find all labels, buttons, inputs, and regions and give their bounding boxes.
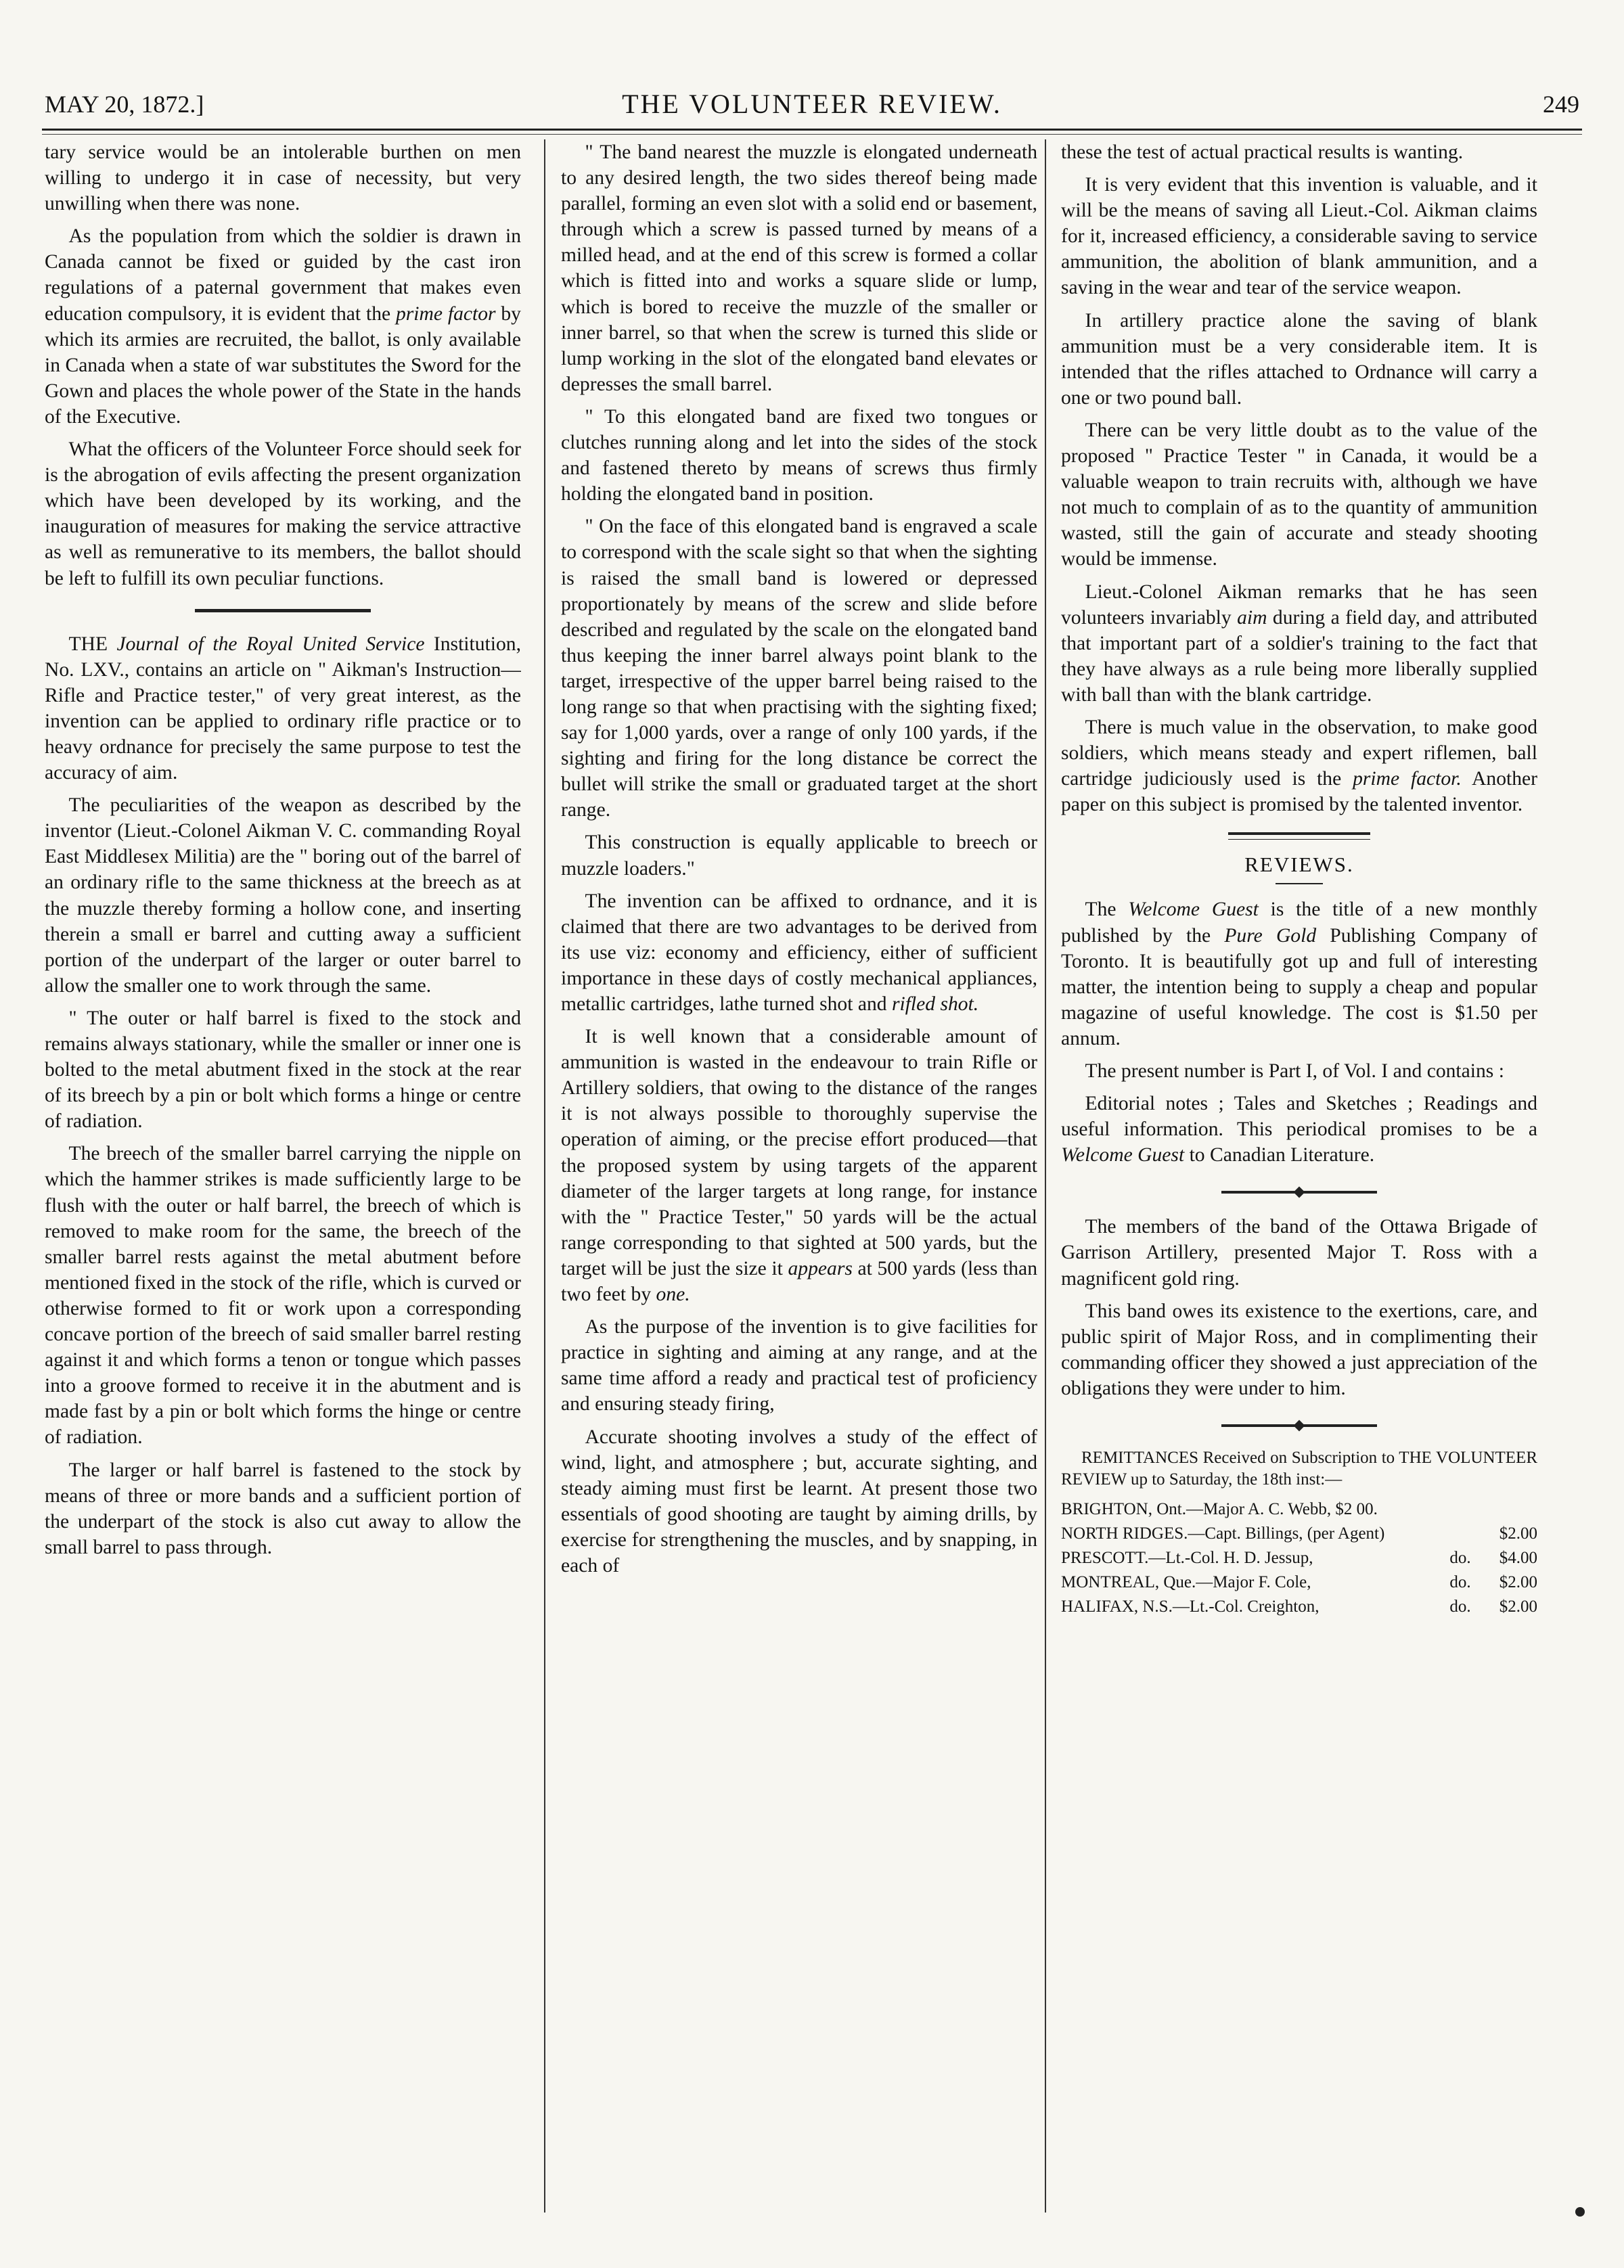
header-rule-thin <box>42 134 1582 135</box>
paragraph: This band owes its existence to the exertions, care, and public spirit of Major Ross, and in complimenting their commanding officer they showed a just appreciation of the obligations they were under to him. <box>1061 1300 1537 1399</box>
paragraph: Accurate shooting involves a study of the effect of wind, light, and atmosphere ; but, accurate sighting, and steady aiming must first be learnt. At present those two essentials of good shooting are taught by aiming drills, by exercise for strengthening the muscles, and by snapping, in each of <box>561 1426 1037 1577</box>
paragraph: What the officers of the Volunteer Force should seek for is the abrogation of evils affecting the present organization which have been developed by its working, and the inauguration of measures for making the service attractive as well as remunerative to its members, the ballot should be left to fulfill its own peculiar functions. <box>45 438 521 589</box>
paragraph: In artillery practice alone the saving of blank ammunition must be a very considerable item. It is intended that the rifles attached to Ordnance will carry a one or two pound ball. <box>1061 309 1537 409</box>
paragraph: It is well known that a considerable amount of ammunition is wasted in the endeavour to train Rifle or Artillery soldiers, that owing to the distance of the ranges it is not always possible to thoroughly supervise the operation of aiming, or the precise effort produced—that the proposed system by using targets of the apparent diameter of the larger targets at long range, for instance with the " Practice Tester," 50 yards will be the actual range corresponding to that sighted at 500 yards, but the target will be just the size it appears at 500 yards (less than two feet by one. <box>561 1026 1037 1306</box>
paragraph: As the purpose of the invention is to give facilities for practice in sighting and aiming at any range, and at the same time afford a ready and practical test of proficiency and ensuring steady firing, <box>561 1316 1037 1415</box>
paragraph: The breech of the smaller barrel carrying the nipple on which the hammer strikes is made sufficiently large to be flush with the outer or half barrel, the breech of which is removed to make room for the same, the breech of the smaller barrel rests against the metal abutment before mentioned fixed in the stock of the rifle, which is curved or otherwise formed to fit or work upon a corresponding concave portion of the breech of said smaller barrel resting against it and which forms a tenon or tongue which passes into a groove formed to receive it in the abutment and is made fast by a pin or bolt which forms the hinge or centre of radiation. <box>45 1143 521 1449</box>
paragraph: THE Journal of the Royal United Service Institution, No. LXV., contains an article on " Aikman's Instruction—Rifle and Practice tester," of very great interest, as the invention can be applied to ordinary rifle practice or to heavy ordnance for precisely the same purpose to test the accuracy of aim. <box>45 633 521 784</box>
issue-date: MAY 20, 1872.] <box>45 91 204 118</box>
heading-rule <box>1276 883 1323 884</box>
section-divider <box>1228 832 1370 840</box>
ornamental-divider <box>1221 1191 1377 1194</box>
column-rule-2 <box>1045 139 1046 2213</box>
paragraph: " To this elongated band are fixed two tongues or clutches running along and let into the sides of the stock and fastened thereto by means of screws thus firmly holding the elongated band in position. <box>561 405 1037 505</box>
paragraph: Editorial notes ; Tales and Sketches ; Readings and useful information. This periodical promises to be a Welcome Guest to Canadian Literature. <box>1061 1093 1537 1166</box>
paragraph: The present number is Part I, of Vol. I and contains : <box>1085 1060 1504 1082</box>
remittances-list <box>1061 1497 1537 1619</box>
paragraph: The peculiarities of the weapon as described by the inventor (Lieut.-Colonel Aikman V. C. commanding Royal East Middlesex Militia) are the " boring out of the barrel of an ordinary rifle to the same thickness at the breech as at the muzzle thereby forming a hollow cone, and inserting therein a small er barrel and cutting away a sufficient portion of the underpart of the larger or outer barrel to allow the smaller one to work through the same. <box>45 794 521 997</box>
paragraph: The larger or half barrel is fastened to the stock by means of three or more bands and a sufficient portion of the underpart of the stock is also cut away to allow the small barrel to pass through. <box>45 1459 521 1558</box>
reviews-heading: REVIEWS. <box>1244 853 1354 877</box>
remittances-heading: REMITTANCES Received on Subscription to THE VOLUNTEER REVIEW up to Saturday, the 18th inst:— <box>1061 1449 1537 1489</box>
paragraph: There can be very little doubt as to the value of the proposed " Practice Tester " in Canada, it would be a valuable weapon to train recruits with, although we have not much to complain of as to the quantity of ammunition wasted, still the gain of accurate and steady shooting would be immense. <box>1061 419 1537 570</box>
column-3 <box>1061 139 1537 2213</box>
remittance-row: PRESCOTT.—Lt.-Col. H. D. Jessup, do. $4.00 <box>1061 1549 1537 1568</box>
page-header <box>0 84 1624 124</box>
remittance-row: MONTREAL, Que.—Major F. Cole, do. $2.00 <box>1061 1573 1537 1592</box>
header-rule <box>42 129 1582 131</box>
paragraph: The Welcome Guest is the title of a new monthly published by the Pure Gold Publishing Company of Toronto. It is beautifully got up and full of interesting matter, the intention being to supply a cheap and popular magazine of useful knowledge. The cost is $1.50 per annum. <box>1061 899 1537 1049</box>
paragraph: " The outer or half barrel is fixed to the stock and remains always stationary, while the smaller or inner one is bolted to the metal abutment fixed in the stock at the rear of its breech by a pin or bolt which forms a hinge or centre of radiation. <box>45 1007 521 1133</box>
ornamental-divider <box>1221 1424 1377 1427</box>
paragraph: The members of the band of the Ottawa Brigade of Garrison Artillery, presented Major T. Ross with a magnificent gold ring. <box>1061 1216 1537 1290</box>
remittance-row: HALIFAX, N.S.—Lt.-Col. Creighton, do. $2.00 <box>1061 1597 1537 1616</box>
paragraph: It is very evident that this invention is valuable, and it will be the means of saving all Lieut.-Col. Aikman claims for it, increased efficiency, a considerable saving to service ammunition, the abolition of blank ammunition, and a saving in the wear and tear of the service weapon. <box>1061 174 1537 299</box>
masthead-title: THE VOLUNTEER REVIEW. <box>622 89 1002 119</box>
paragraph: Lieut.-Colonel Aikman remarks that he has seen volunteers invariably aim during a field day, and attributed that important part of a soldier's training to the fact that they have always as a rule being more liberally supplied with ball than with the blank cartridge. <box>1061 581 1537 706</box>
column-rule-1 <box>544 139 545 2213</box>
paragraph: There is much value in the observation, to make good soldiers, which means steady and expert riflemen, ball cartridge judiciously used is the prime factor. Another paper on this subject is promised by the talented inventor. <box>1061 716 1537 816</box>
page-number: 249 <box>1543 91 1579 118</box>
remittance-row: BRIGHTON, Ont.—Major A. C. Webb, $2 00. <box>1061 1500 1378 1519</box>
paragraph: This construction is equally applicable to breech or muzzle loaders." <box>561 832 1037 880</box>
paragraph: The invention can be affixed to ordnance, and it is claimed that there are two advantages to be derived from its use viz: economy and efficiency, either of sufficient importance in these days of costly mechanical appliances, metallic cartridges, lathe turned shot and rifled shot. <box>561 890 1037 1015</box>
remittance-row: NORTH RIDGES.—Capt. Billings, (per Agent) $2.00 <box>1061 1524 1537 1543</box>
paragraph: tary service would be an intolerable burthen on men willing to undergo it in case of necessity, but very unwilling when there was none. <box>45 141 521 215</box>
paragraph: " The band nearest the muzzle is elongated underneath to any desired length, the two sides thereof being made parallel, forming an even slot with a solid end or basement, through which a screw is passed turned by means of a milled head, and at the end of this screw is formed a collar which is fitted into and works a square slide or lump, which is bored to receive the muzzle of the smaller or inner barrel, so that when the screw is turned this slide or lump working in the slot of the elongated band elevates or depresses the small barrel. <box>561 141 1037 395</box>
column-2 <box>561 139 1037 2213</box>
paragraph: " On the face of this elongated band is engraved a scale to correspond with the scale sight so that when the sighting is raised the small band is lowered or depressed proportionately by means of the screw and slide before described and regulated by the scale on the elongated band thus keeping the inner barrel always point blank to the target, irrespective of the upper barrel being raised to the long range so that when practising with the sighting fixed; say for 1,000 yards, over a range of only 100 yards, if the sighting and firing for the long distance be correct the bullet will strike the small or graduated target at the short range. <box>561 516 1037 821</box>
ink-dot-mark <box>1575 2207 1585 2217</box>
section-divider <box>195 609 371 612</box>
paragraph: these the test of actual practical results is wanting. <box>1061 141 1464 163</box>
column-1 <box>45 139 521 2213</box>
paragraph: As the population from which the soldier is drawn in Canada cannot be fixed or guided by the cast iron regulations of a paternal government that makes even education compulsory, it is evident that the prime factor by which its armies are recruited, the ballot, is only available in Canada when a state of war substitutes the Sword for the Gown and places the whole power of the State in the hands of the Executive. <box>45 225 521 428</box>
